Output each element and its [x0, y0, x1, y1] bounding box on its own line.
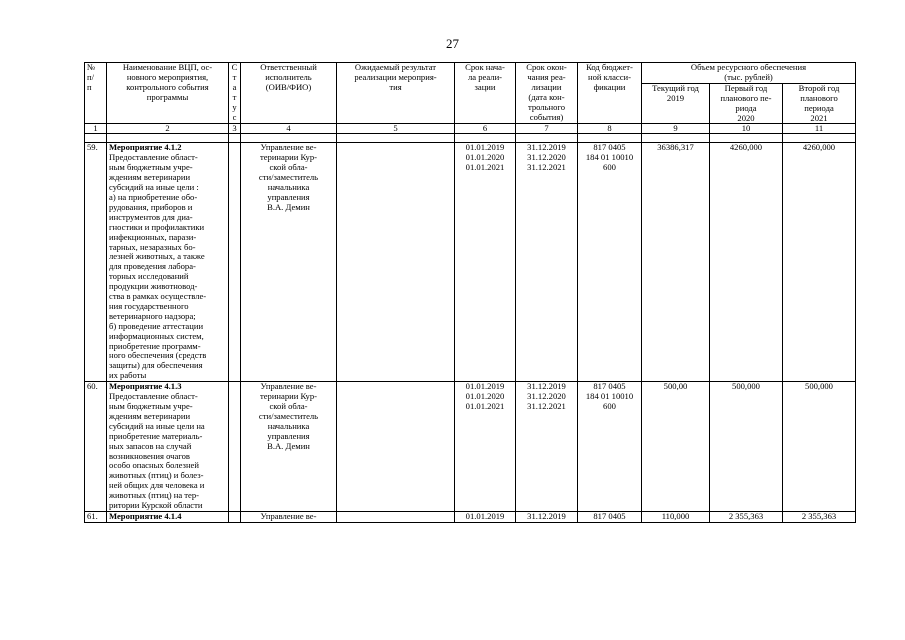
header-line: программы [146, 91, 189, 102]
header-line: с [232, 111, 237, 122]
end-date-cell [516, 143, 578, 382]
volume-2019-cell: 36386,317 [642, 143, 710, 382]
volume-2021-cell: 4260,000 [783, 143, 856, 382]
activity-desc-line: приобретение материаль- [109, 430, 203, 441]
header-line: (тыс. рублей) [724, 71, 773, 82]
column-number: 10 [710, 124, 783, 134]
activity-desc-line: возникновения очагов [109, 450, 190, 461]
executor-cell-line: начальника [267, 420, 310, 431]
activity-desc-line: ритории Курской области [109, 500, 203, 511]
header-line: т [232, 71, 237, 82]
executor-cell-line: сти/заместитель [258, 172, 319, 183]
header-line: чания реа- [527, 71, 566, 82]
budget-code-cell-line: 600 [603, 162, 616, 173]
activity-desc-line: продукции животновод- [109, 281, 198, 292]
volume-2021-cell: 2 355,363 [783, 511, 856, 522]
header-line: п/ [87, 71, 94, 82]
activity-desc-line: ных запасов на случай [109, 440, 192, 451]
spacer-row [85, 134, 856, 143]
activity-desc-line: инфекционных, парази- [109, 231, 197, 242]
start-date-cell [455, 382, 516, 512]
activity-desc-line: торных исследований [109, 271, 189, 282]
end-date-cell-line: 31.12.2020 [527, 391, 566, 402]
end-date-cell [516, 511, 578, 522]
budget-code-cell-line: 184 01 10010 [585, 391, 634, 402]
activity-title: Мероприятие 4.1.3 [109, 381, 182, 392]
header-line: исполнитель [265, 71, 312, 82]
header-line: 2019 [666, 92, 685, 103]
executor-cell-line: Управление ве- [260, 381, 317, 392]
budget-code-cell-line: 600 [603, 401, 616, 411]
activity-desc-line: ным бюджетным учре- [109, 162, 193, 173]
budget-code-cell-line: 184 01 10010 [585, 152, 634, 163]
budget-code-cell [578, 382, 642, 512]
executor-cell-line: ской обла- [269, 162, 308, 173]
activity-title: Мероприятие 4.1.4 [109, 511, 182, 521]
header-line: Срок нача- [465, 62, 505, 72]
activity-desc-line: а) на приобретение обо- [109, 191, 198, 202]
header-line: у [232, 101, 237, 112]
header-line: новного мероприятия, [126, 71, 209, 82]
executor-cell [241, 143, 337, 382]
start-date-cell-line: 01.01.2019 [465, 142, 505, 153]
activity-desc-line: лезней животных, а также [109, 251, 205, 262]
result-cell [337, 382, 455, 512]
header-line: Объем ресурсного обеспечения [690, 62, 807, 72]
header-start [455, 63, 516, 124]
activity-desc-line: Предоставление област- [109, 391, 198, 402]
end-date-cell-line: 31.12.2020 [527, 152, 566, 163]
volume-2021-cell: 500,000 [783, 382, 856, 512]
column-number: 8 [578, 124, 642, 134]
start-date-cell-line: 01.01.2019 [465, 511, 505, 521]
executor-cell-line: Управление ве- [260, 511, 317, 521]
start-date-cell [455, 511, 516, 522]
status-cell [229, 511, 241, 522]
start-date-cell-line: 01.01.2021 [465, 401, 505, 411]
end-date-cell-line: 31.12.2019 [527, 511, 566, 521]
activity-desc-line: ветеринарного надзора; [109, 310, 196, 321]
activity-desc-line: Предоставление област- [109, 152, 198, 163]
header-line: периода [804, 102, 834, 113]
activity-title: Мероприятие 4.1.2 [109, 142, 182, 153]
activity-desc-line: ждениям ветеринарии [109, 410, 191, 421]
activity-desc-line: рудования, приборов и [109, 201, 193, 212]
executor-cell-line: управления [267, 430, 310, 441]
column-number: 9 [642, 124, 710, 134]
header-no [85, 63, 107, 124]
header-line: а [232, 81, 237, 92]
header-line: трольного [527, 101, 566, 112]
executor-cell [241, 382, 337, 512]
column-number: 2 [107, 124, 229, 134]
result-cell [337, 511, 455, 522]
header-line: лизации [531, 81, 562, 92]
budget-code-cell [578, 143, 642, 382]
header-line: 2021 [810, 112, 828, 123]
header-line: события) [529, 111, 564, 122]
activity-desc-line: ного обеспечения (средств [109, 350, 207, 361]
executor-cell-line: Управление ве- [260, 142, 317, 153]
activity-desc-line: для проведения лабора- [109, 261, 196, 272]
header-executor [241, 63, 337, 124]
header-line: контрольного события [126, 81, 209, 92]
executor-cell-line: теринарии Кур- [259, 152, 318, 163]
executor-cell-line: управления [267, 191, 310, 202]
activity-desc-line: информационных систем, [109, 330, 204, 341]
volume-2019-cell: 110,000 [642, 511, 710, 522]
activity-desc-line: животных (птиц) на тер- [109, 490, 200, 501]
start-date-cell-line: 01.01.2020 [465, 391, 505, 402]
header-line: Первый год [724, 83, 768, 93]
program-table [84, 62, 856, 523]
table-row [85, 511, 856, 522]
activity-desc-line: субсидий на иные цели на [109, 420, 205, 431]
header-end [516, 63, 578, 124]
row-number: 60. [85, 382, 107, 512]
header-line: (дата кон- [528, 91, 565, 102]
header-line: фикации [593, 81, 626, 92]
header-year-second [783, 83, 856, 124]
status-cell [229, 143, 241, 382]
header-line: ла реали- [467, 71, 503, 82]
budget-code-cell-line: 817 0405 [593, 142, 626, 153]
budget-code-cell [578, 511, 642, 522]
header-line: Код бюджет- [586, 62, 633, 72]
end-date-cell-line: 31.12.2021 [527, 401, 566, 411]
activity-desc-line: их работы [109, 370, 147, 381]
column-number: 1 [85, 124, 107, 134]
column-number: 11 [783, 124, 856, 134]
header-line: 2020 [737, 112, 755, 123]
executor-cell-line: теринарии Кур- [259, 391, 318, 402]
table-body [85, 143, 856, 522]
header-line: Ответственный [260, 62, 317, 72]
header-volume [642, 63, 856, 84]
header-line: планового [800, 92, 838, 103]
volume-2020-cell: 2 355,363 [710, 511, 783, 522]
activity-desc-line: тарных, незаразных бо- [109, 241, 196, 252]
page-number: 27 [446, 36, 459, 51]
activity-desc-line: особо опасных болезней [109, 460, 199, 471]
column-numbers-row [85, 124, 856, 134]
activity-desc-line: ным бюджетным учре- [109, 401, 193, 411]
result-cell [337, 143, 455, 382]
header-code [578, 63, 642, 124]
start-date-cell-line: 01.01.2020 [465, 152, 505, 163]
header-line: Наименование ВЦП, ос- [122, 62, 213, 72]
activity-desc-line: приобретение программ- [109, 340, 201, 351]
column-number: 6 [455, 124, 516, 134]
header-line: реализации мероприя- [354, 71, 437, 82]
header-year-current [642, 83, 710, 124]
column-number: 7 [516, 124, 578, 134]
column-number: 4 [241, 124, 337, 134]
header-line: зации [474, 81, 496, 92]
header-line: т [232, 91, 237, 102]
header-line: С [231, 62, 238, 72]
header-line: (ОИВ/ФИО) [265, 81, 312, 92]
header-line: № [87, 62, 96, 72]
header-line: планового пе- [720, 92, 772, 103]
activity-desc-line: субсидий на иные цели : [109, 182, 199, 193]
volume-2020-cell: 500,000 [710, 382, 783, 512]
header-name [107, 63, 229, 124]
header-line: Срок окон- [526, 62, 567, 72]
end-date-cell-line: 31.12.2019 [527, 381, 566, 392]
row-number: 59. [85, 143, 107, 382]
header-result [337, 63, 455, 124]
end-date-cell-line: 31.12.2019 [527, 142, 566, 153]
activity-desc-line: ней общих для человека и [109, 480, 205, 491]
executor-cell-line: В.А. Демин [267, 440, 310, 451]
table-row [85, 143, 856, 382]
activity-desc-line: б) проведение аттестации [109, 320, 204, 331]
executor-cell-line: сти/заместитель [258, 410, 319, 421]
activity-desc-line: защиты) для обеспечения [109, 360, 203, 371]
executor-cell-line: ской обла- [269, 401, 308, 411]
end-date-cell-line: 31.12.2021 [527, 162, 566, 173]
end-date-cell [516, 382, 578, 512]
column-number: 5 [337, 124, 455, 134]
activity-desc-line: ждениям ветеринарии [109, 172, 191, 183]
header-line: ной класси- [587, 71, 631, 82]
row-number: 61. [85, 511, 107, 522]
header-row-1 [85, 63, 856, 84]
activity-name [107, 511, 229, 522]
header-line: п [87, 81, 92, 92]
activity-name [107, 382, 229, 512]
budget-code-cell-line: 817 0405 [593, 511, 626, 521]
status-cell [229, 382, 241, 512]
budget-code-cell-line: 817 0405 [593, 381, 626, 392]
volume-2019-cell: 500,00 [642, 382, 710, 512]
start-date-cell [455, 143, 516, 382]
executor-cell [241, 511, 337, 522]
header-line: Ожидаемый результат [354, 62, 437, 72]
header-line: тия [389, 81, 402, 92]
activity-desc-line: инструментов для диа- [109, 211, 193, 222]
header-status [229, 63, 241, 124]
header-line: Второй год [798, 83, 840, 93]
table-row [85, 382, 856, 512]
header-year-first [710, 83, 783, 124]
executor-cell-line: начальника [267, 182, 310, 193]
volume-2020-cell: 4260,000 [710, 143, 783, 382]
activity-name [107, 143, 229, 382]
header-line: риода [735, 102, 757, 113]
activity-desc-line: ния государственного [109, 300, 189, 311]
executor-cell-line: В.А. Демин [267, 201, 310, 212]
activity-desc-line: ства в рамках осуществле- [109, 291, 207, 302]
start-date-cell-line: 01.01.2019 [465, 381, 505, 392]
start-date-cell-line: 01.01.2021 [465, 162, 505, 173]
column-number: 3 [229, 124, 241, 134]
activity-desc-line: животных (птиц) и болез- [109, 470, 204, 481]
activity-desc-line: гностики и профилактики [109, 221, 205, 232]
header-line: Текущий год [652, 83, 699, 93]
